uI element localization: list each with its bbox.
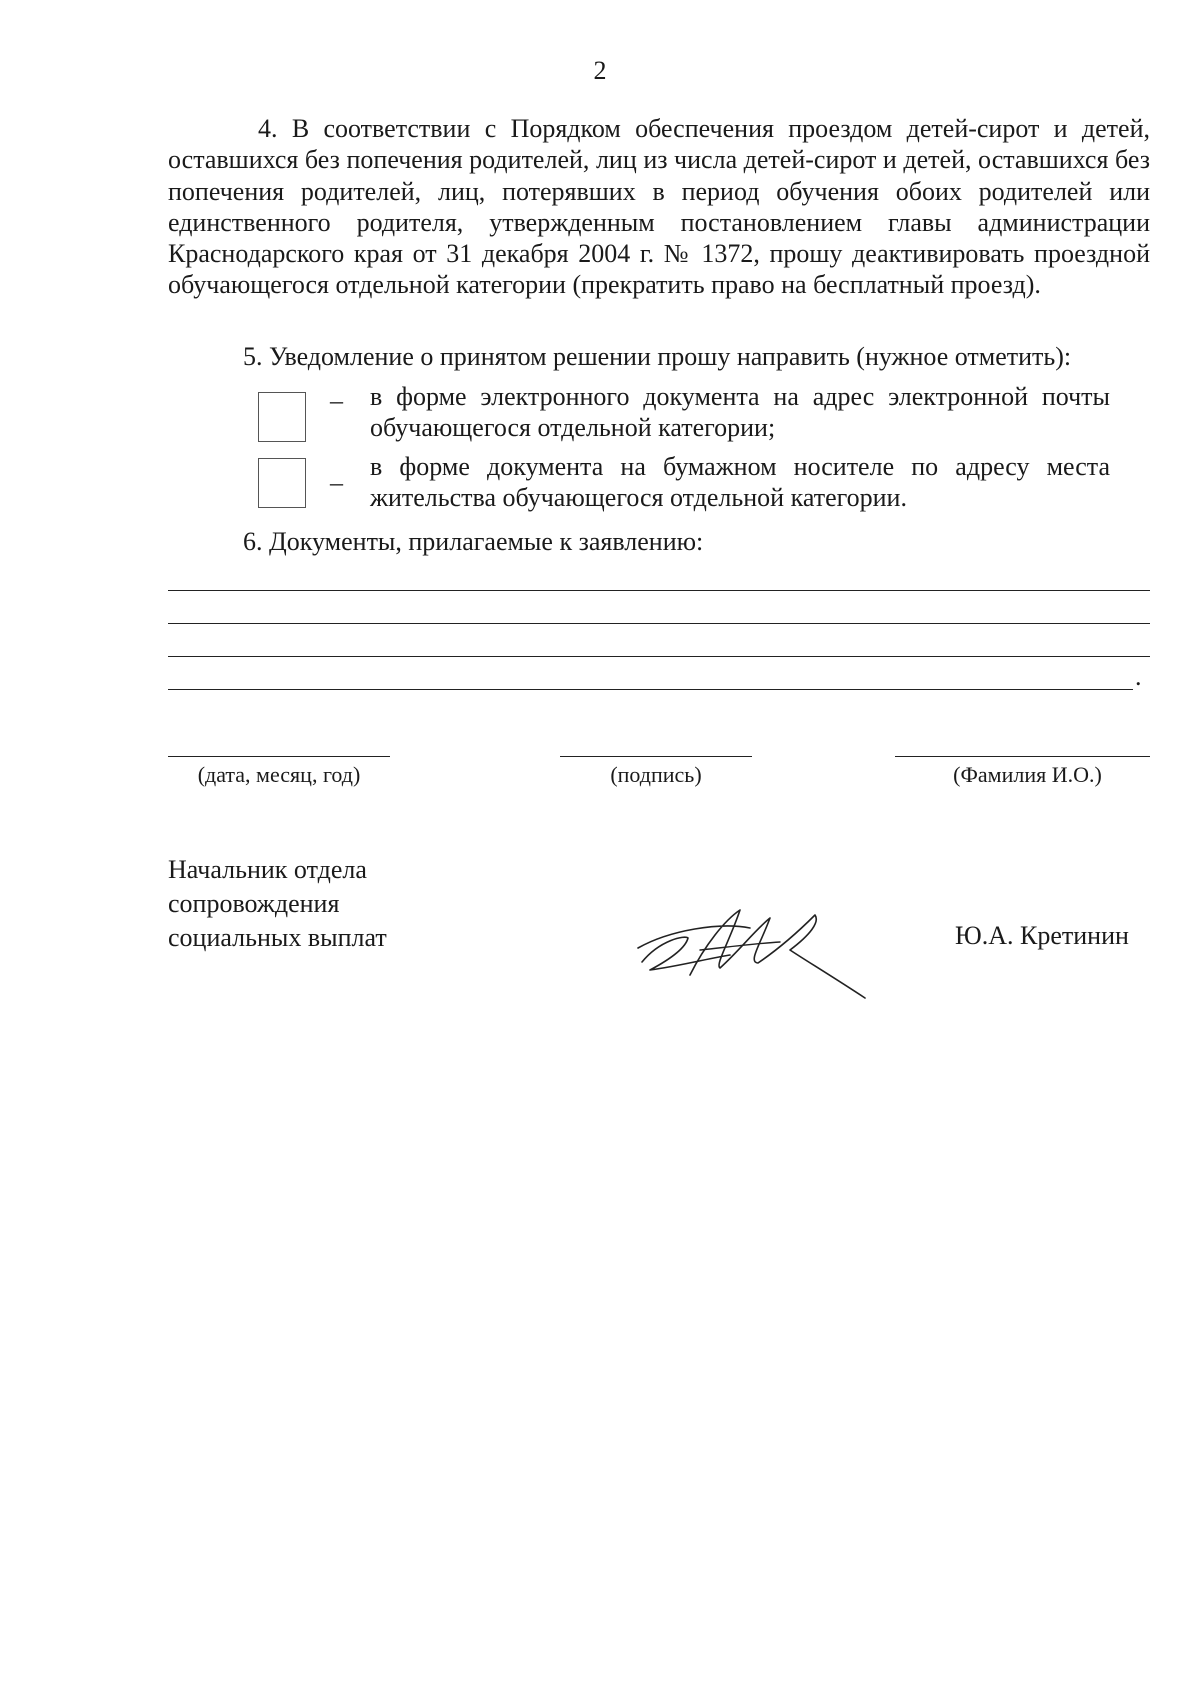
signature-label: (подпись) <box>610 762 702 787</box>
signature-line[interactable] <box>560 756 752 757</box>
official-title-line-2: сопровождения <box>168 889 340 918</box>
handwritten-signature <box>630 900 870 1000</box>
option-email-dash: – <box>330 386 343 415</box>
date-line[interactable] <box>168 756 390 757</box>
documents-end-mark: . <box>1135 662 1142 691</box>
option-email-text: в форме электронного документа на адрес электронной почты обучающегося отдельной категории; <box>370 382 1110 442</box>
official-name: Ю.А. Кретинин <box>955 921 1129 950</box>
full-name-label: (Фамилия И.О.) <box>953 762 1102 787</box>
documents-line-3[interactable] <box>168 656 1150 657</box>
documents-line-1[interactable] <box>168 590 1150 591</box>
documents-line-2[interactable] <box>168 623 1150 624</box>
option-paper-dash: – <box>330 468 343 497</box>
checkbox-paper[interactable] <box>258 458 306 508</box>
official-title-line-1: Начальник отдела <box>168 855 367 884</box>
documents-line-4[interactable] <box>168 689 1133 690</box>
section-4-paragraph: 4. В соответствии с Порядком обеспечения проездом детей-сирот и детей, оставшихся без попечения родителей, лиц из числа детей-сирот и детей, оставшихся без попечения родителей, лиц, потерявших в период обучения обоих родителей или единственного родителя, утвержденным постановлением главы администрации Краснодарского края от 31 декабря 2004 г. № 1372, прошу деактивировать проездной обучающегося отдельной категории (прекратить право на бесплатный проезд). <box>168 114 1150 300</box>
section-5-heading: 5. Уведомление о принятом решении прошу направить (нужное отметить): <box>243 342 1072 371</box>
full-name-line[interactable] <box>895 756 1150 757</box>
section-6-heading: 6. Документы, прилагаемые к заявлению: <box>243 527 704 556</box>
checkbox-email[interactable] <box>258 392 306 442</box>
option-paper-text: в форме документа на бумажном носителе по адресу места жительства обучающегося отдельной категории. <box>370 452 1110 512</box>
official-title-line-3: социальных выплат <box>168 923 387 952</box>
date-label: (дата, месяц, год) <box>197 762 361 787</box>
page-number: 2 <box>593 56 607 85</box>
